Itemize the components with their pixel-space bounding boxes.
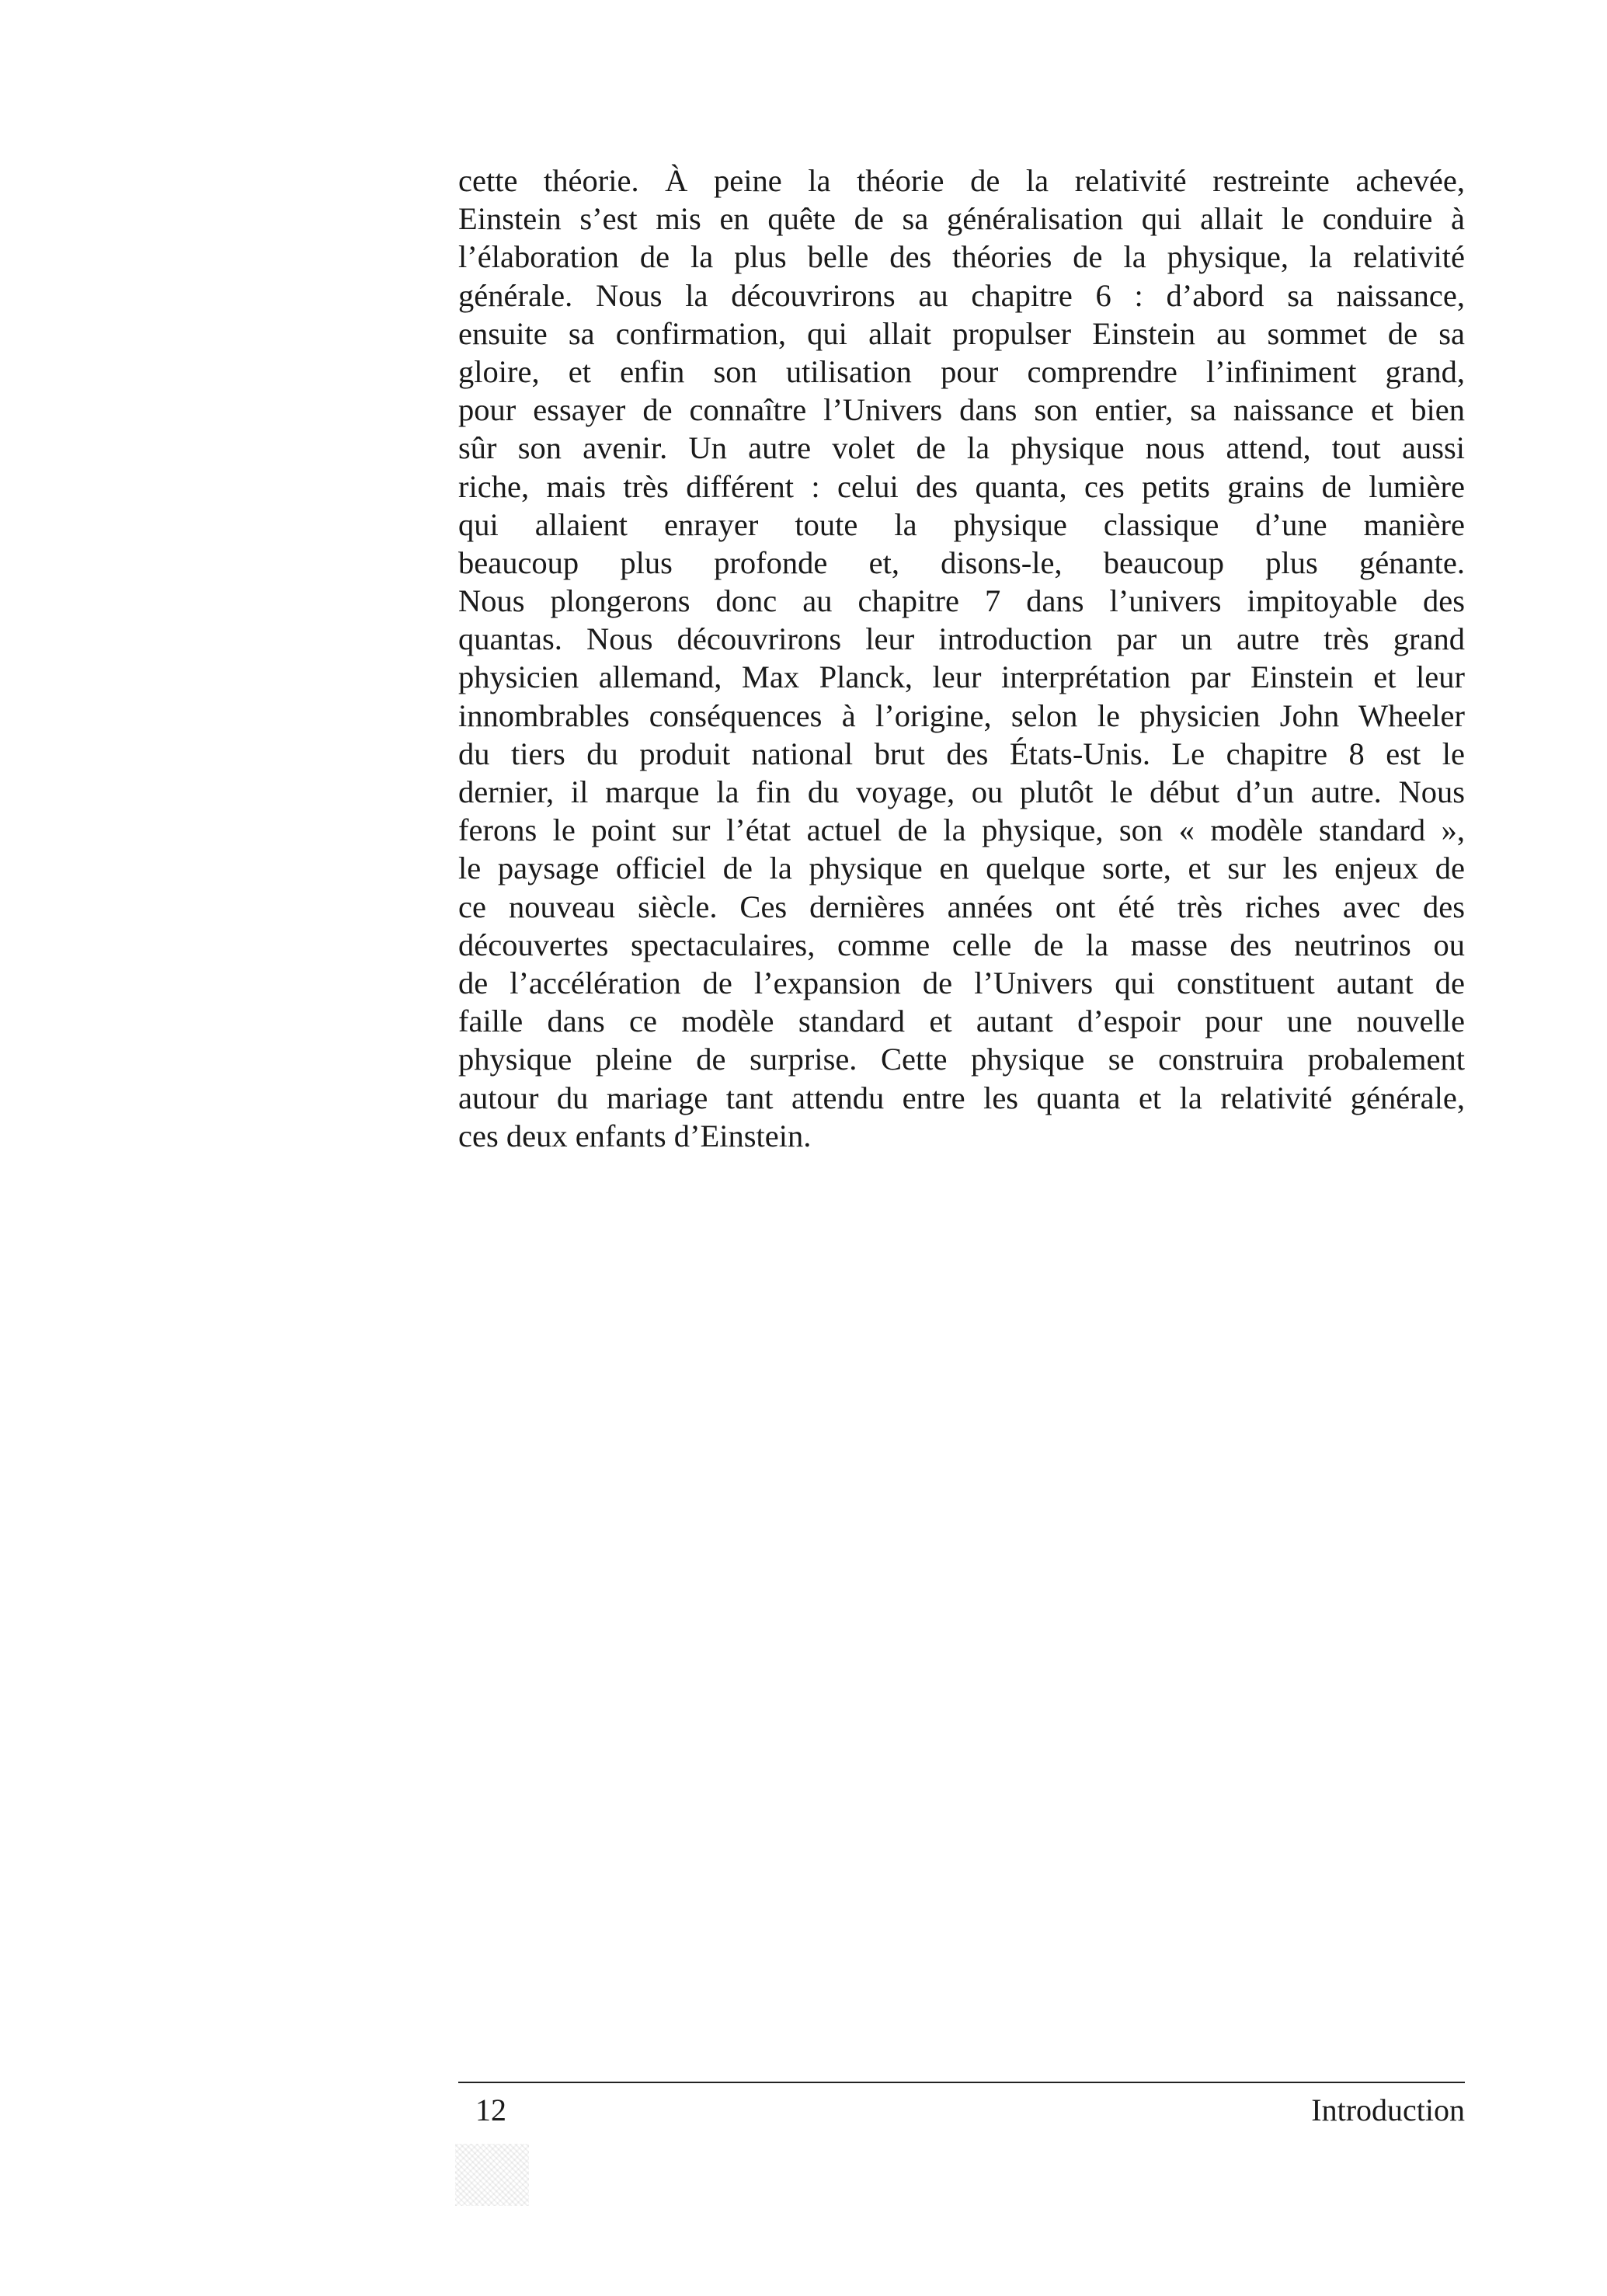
paragraph-line: pour essayer de connaître l’Univers dans son entier, sa naissance et bien [458, 392, 1465, 428]
footer-rule [458, 2082, 1465, 2083]
paragraph-line: qui allaient enrayer toute la physique classique d’une manière [458, 506, 1465, 542]
paragraph-line: autour du mariage tant attendu entre les quanta et la relativité générale, [458, 1080, 1465, 1115]
paragraph-line: quantas. Nous découvrirons leur introduction par un autre très grand [458, 621, 1465, 657]
paragraph-line: découvertes spectaculaires, comme celle de la masse des neutrinos ou [458, 927, 1465, 962]
paragraph-line: riche, mais très différent : celui des quanta, ces petits grains de lumière [458, 468, 1465, 504]
paragraph-line: physicien allemand, Max Planck, leur interprétation par Einstein et leur [458, 659, 1465, 695]
paragraph-line: ce nouveau siècle. Ces dernières années ont été très riches avec des [458, 889, 1465, 924]
running-head: Introduction [1311, 2092, 1465, 2127]
paragraph-line: ces deux enfants d’Einstein. [458, 1118, 812, 1153]
paragraph-line: physique pleine de surprise. Cette physique se construira probalement [458, 1042, 1465, 1077]
paragraph-line: Einstein s’est mis en quête de sa généralisation qui allait le conduire à [458, 201, 1465, 237]
paragraph-line: l’élaboration de la plus belle des théories de la physique, la relativité [458, 239, 1465, 275]
paragraph-line: sûr son avenir. Un autre volet de la physique nous attend, tout aussi [458, 430, 1465, 466]
paragraph-line: ferons le point sur l’état actuel de la physique, son « modèle standard », [458, 812, 1465, 848]
paragraph-line: ensuite sa confirmation, qui allait propulser Einstein au sommet de sa [458, 315, 1465, 351]
paragraph-line: beaucoup plus profonde et, disons-le, beaucoup plus génante. [458, 544, 1465, 580]
paragraph-line: le paysage officiel de la physique en quelque sorte, et sur les enjeux de [458, 851, 1465, 886]
paragraph-line: Nous plongerons donc au chapitre 7 dans l’univers impitoyable des [458, 583, 1465, 619]
paragraph-line: cette théorie. À peine la théorie de la relativité restreinte achevée, [458, 163, 1465, 198]
paragraph-line: innombrables conséquences à l’origine, selon le physicien John Wheeler [458, 697, 1465, 733]
scan-artifact [455, 2144, 529, 2206]
page-number: 12 [475, 2092, 506, 2127]
body-paragraph [458, 162, 1465, 1155]
paragraph-line: de l’accélération de l’expansion de l’Univers qui constituent autant de [458, 965, 1465, 1000]
paragraph-line: générale. Nous la découvrirons au chapitre 6 : d’abord sa naissance, [458, 277, 1465, 313]
paragraph-line: gloire, et enfin son utilisation pour comprendre l’infiniment grand, [458, 353, 1465, 389]
paragraph-line: dernier, il marque la fin du voyage, ou plutôt le début d’un autre. Nous [458, 774, 1465, 809]
paragraph-line: du tiers du produit national brut des États-Unis. Le chapitre 8 est le [458, 736, 1465, 771]
paragraph-line: faille dans ce modèle standard et autant d’espoir pour une nouvelle [458, 1004, 1465, 1039]
